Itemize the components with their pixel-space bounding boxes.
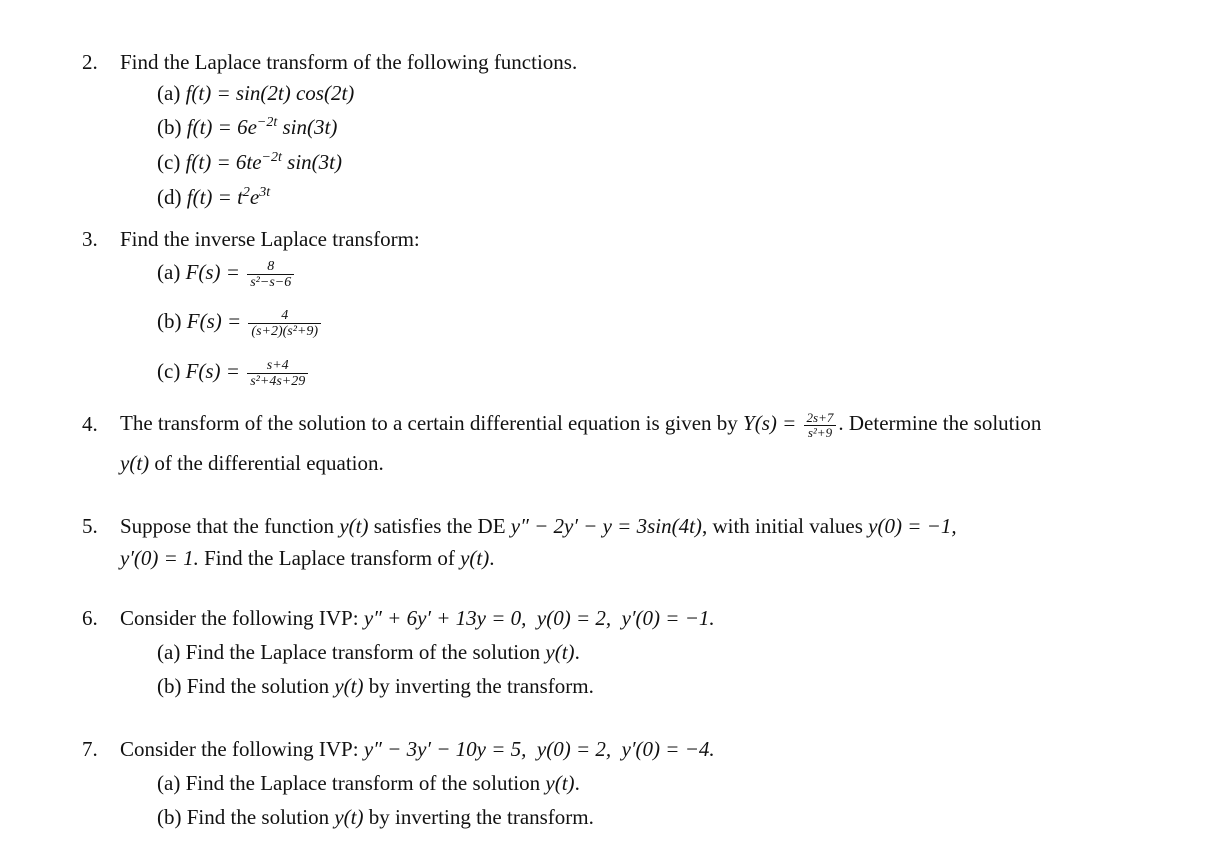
problem-6-number: 6. xyxy=(82,606,98,630)
problem-6b-math: y(t) xyxy=(334,674,364,698)
problem-6a xyxy=(157,639,580,665)
problem-6a-label: (a) xyxy=(157,640,181,664)
problem-2c-label: (c) xyxy=(157,150,181,174)
problem-2a xyxy=(157,80,354,106)
problem-6a-math: y(t) xyxy=(545,640,575,664)
problem-2-text: Find the Laplace transform of the following functions. xyxy=(120,50,578,74)
problem-3c-fraction xyxy=(247,358,308,389)
problem-3-number: 3. xyxy=(82,227,98,251)
problem-3b xyxy=(157,303,323,339)
problem-3a-label: (a) xyxy=(157,260,181,284)
problem-7a-math: y(t) xyxy=(545,771,575,795)
problem-7a xyxy=(157,770,580,796)
problem-2a-lhs: f(t) = xyxy=(185,81,231,105)
problem-5-math-2: y(t) xyxy=(460,546,490,570)
problem-4-line-2 xyxy=(120,450,384,476)
problem-7b-text-1: Find the solution xyxy=(186,805,330,829)
problem-6-text: Consider the following IVP: xyxy=(120,606,359,630)
problem-3c-numerator: s+4 xyxy=(266,357,289,373)
problem-7-text: Consider the following IVP: xyxy=(120,737,359,761)
problem-6a-end: . xyxy=(574,640,580,664)
problem-3c-denominator: s²+4s+29 xyxy=(247,373,308,389)
problem-4-text-1: The transform of the solution to a certain differential equation is given by xyxy=(120,411,738,435)
problem-2c-post: sin(3t) xyxy=(281,150,342,174)
problem-7a-text: Find the Laplace transform of the solution xyxy=(185,771,541,795)
problem-6b-text-1: Find the solution xyxy=(186,674,330,698)
problem-2-number: 2. xyxy=(82,50,98,74)
problem-5-text-1: Suppose that the function xyxy=(120,514,335,538)
problem-4-line-1 xyxy=(120,404,1041,442)
problem-3a-numerator: 8 xyxy=(267,258,275,274)
problem-3-text: Find the inverse Laplace transform: xyxy=(120,227,420,251)
problem-5-text-3: , with initial values xyxy=(701,514,863,538)
problem-3b-denominator: (s+2)(s²+9) xyxy=(248,323,321,339)
problem-7-line-1 xyxy=(120,736,715,762)
problem-5-initial-condition-2: y′(0) = 1. xyxy=(120,546,199,570)
problem-2b xyxy=(157,114,337,140)
problem-2d xyxy=(157,184,270,210)
problem-4-line-2-math: y(t) xyxy=(120,451,150,475)
problem-5-text-2: satisfies the DE xyxy=(373,514,506,538)
problem-3b-numerator: 4 xyxy=(281,307,289,323)
problem-2c-pre: 6te xyxy=(235,150,262,174)
problem-3b-label: (b) xyxy=(157,309,182,333)
problem-6a-text: Find the Laplace transform of the solution xyxy=(185,640,541,664)
problem-2d-pre: t xyxy=(237,185,243,209)
problem-2b-sup: −2t xyxy=(256,115,278,130)
problem-4-numerator: 2s+7 xyxy=(806,409,834,425)
problem-7b-label: (b) xyxy=(157,805,182,829)
problem-6b xyxy=(157,673,594,699)
problem-3b-fraction xyxy=(248,308,321,339)
problem-5-end: . xyxy=(489,546,495,570)
problem-4-fraction xyxy=(804,411,837,440)
problem-6b-text-2: by inverting the transform. xyxy=(368,674,594,698)
problem-7-number: 7. xyxy=(82,737,98,761)
problem-6-equation: y″ + 6y′ + 13y = 0, y(0) = 2, y′(0) = −1. xyxy=(363,606,715,630)
problem-5-line-2 xyxy=(120,545,494,571)
problem-2c xyxy=(157,149,342,175)
problem-7a-end: . xyxy=(574,771,580,795)
problem-3c xyxy=(157,353,310,389)
problem-2d-lhs: f(t) = xyxy=(186,185,232,209)
problem-6-line-1 xyxy=(120,605,715,631)
problem-3a xyxy=(157,254,296,290)
problem-7b-text-2: by inverting the transform. xyxy=(368,805,594,829)
problem-4-number: 4. xyxy=(82,412,98,436)
problem-7-equation: y″ − 3y′ − 10y = 5, y(0) = 2, y′(0) = −4. xyxy=(363,737,715,761)
problem-2b-lhs: f(t) = xyxy=(186,115,232,139)
problem-2c-sup: −2t xyxy=(261,150,282,165)
problem-3c-label: (c) xyxy=(157,359,181,383)
problem-4-lhs: Y(s) = xyxy=(743,411,797,435)
problem-7a-label: (a) xyxy=(157,771,181,795)
problem-7b-math: y(t) xyxy=(334,805,364,829)
problem-2c-lhs: f(t) = xyxy=(185,150,231,174)
problem-5-math-1: y(t) xyxy=(339,514,369,538)
problem-7b xyxy=(157,804,594,830)
problem-6b-label: (b) xyxy=(157,674,182,698)
problem-3a-denominator: s²−s−6 xyxy=(247,274,294,290)
problem-2d-mid: e xyxy=(249,185,260,209)
problem-5-initial-condition-1: y(0) = −1, xyxy=(868,514,957,538)
problem-2b-pre: 6e xyxy=(237,115,257,139)
problem-4-denominator: s²+9 xyxy=(804,425,837,440)
problem-5-line-1 xyxy=(120,513,957,539)
problem-5-number: 5. xyxy=(82,514,98,538)
problem-2a-rhs: sin(2t) cos(2t) xyxy=(235,81,355,105)
problem-3c-lhs: F(s) = xyxy=(185,359,240,383)
problem-4-text-2: . Determine the solution xyxy=(838,411,1042,435)
problem-3a-lhs: F(s) = xyxy=(185,260,240,284)
problem-2b-label: (b) xyxy=(157,115,182,139)
problem-3b-lhs: F(s) = xyxy=(186,309,242,333)
problem-5-equation: y″ − 2y′ − y = 3sin(4t) xyxy=(510,514,702,538)
problem-2d-label: (d) xyxy=(157,185,182,209)
problem-2a-label: (a) xyxy=(157,81,181,105)
problem-2d-sup2: 3t xyxy=(259,185,271,200)
problem-2d-sup1: 2 xyxy=(242,185,250,200)
problem-3a-fraction xyxy=(247,259,294,290)
problem-2b-post: sin(3t) xyxy=(277,115,338,139)
problem-4-line-2-text: of the differential equation. xyxy=(149,451,384,475)
problem-5-text-4: Find the Laplace transform of xyxy=(204,546,455,570)
